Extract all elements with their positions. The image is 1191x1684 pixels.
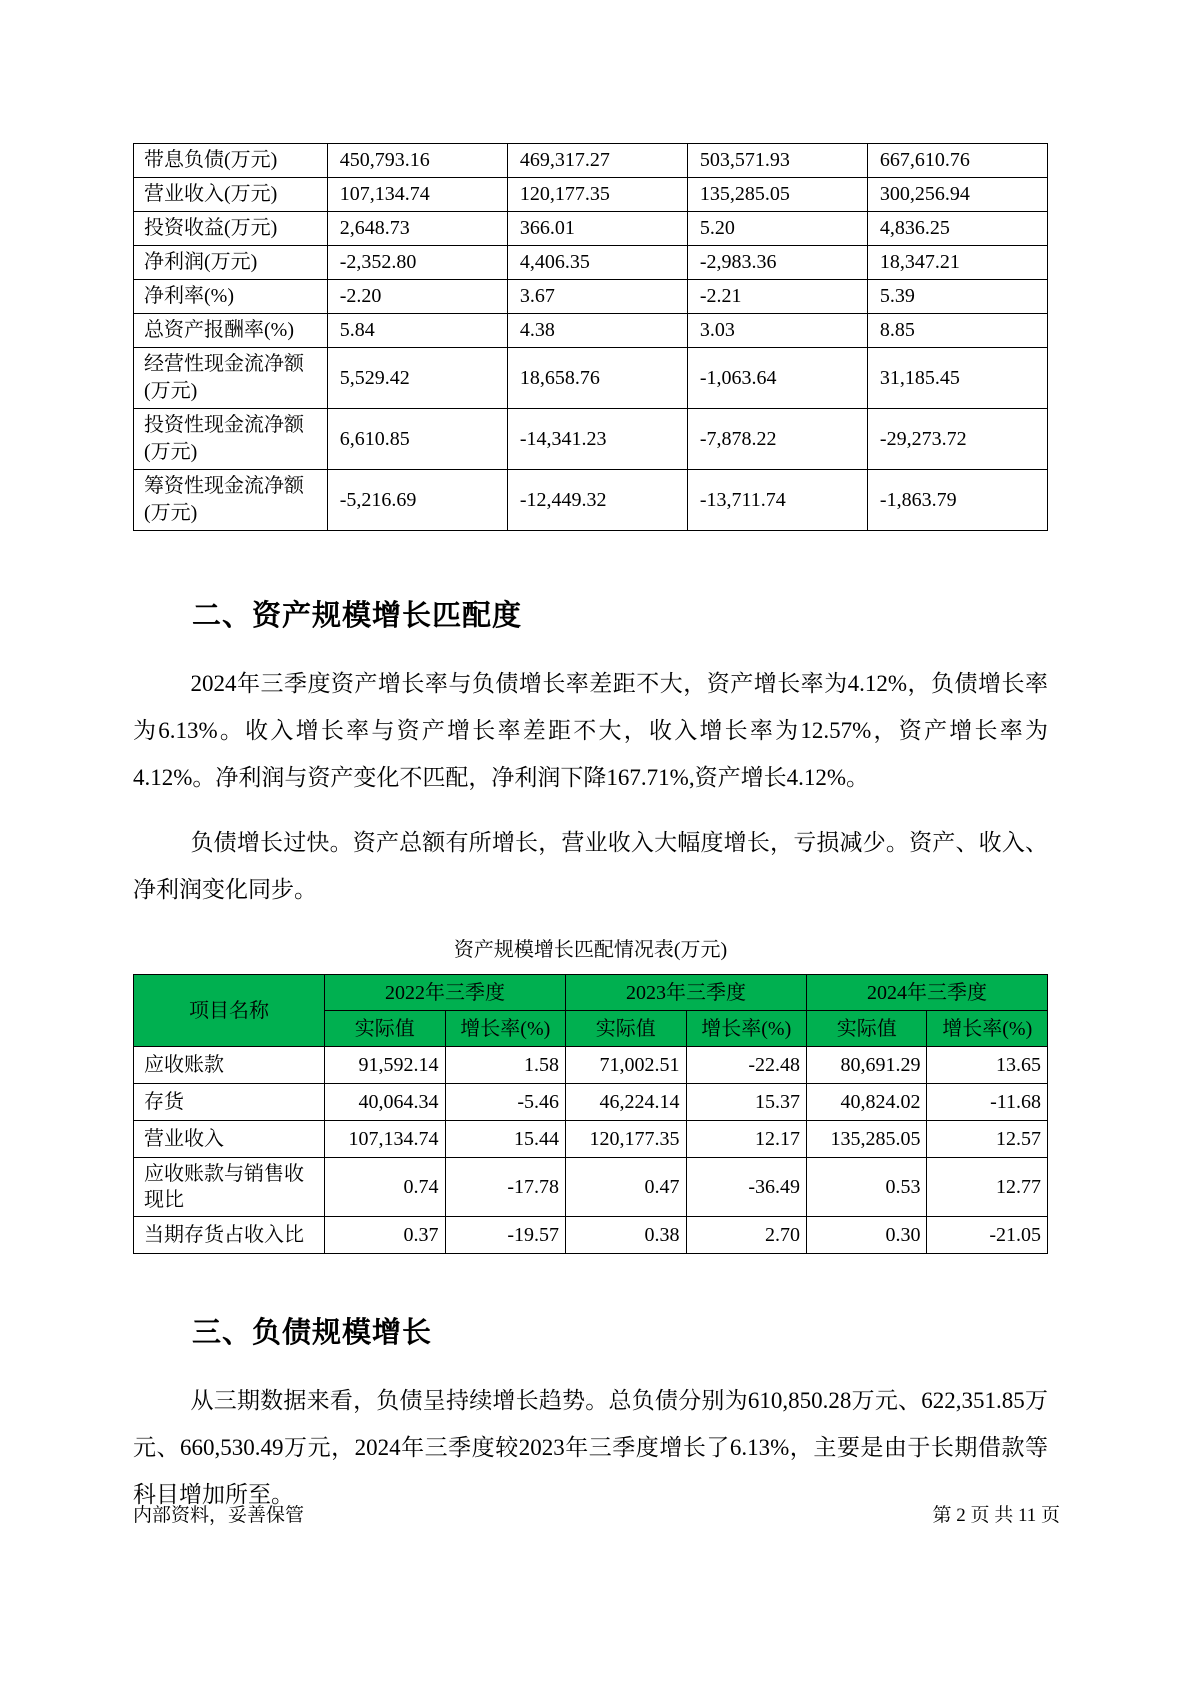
cell-value: -2,983.36 <box>687 246 867 280</box>
cell-value: -36.49 <box>686 1158 806 1217</box>
cell-value: 120,177.35 <box>566 1121 686 1158</box>
column-subheader-growth: 增长率(%) <box>686 1011 806 1047</box>
cell-value: 12.57 <box>927 1121 1048 1158</box>
cell-value: 13.65 <box>927 1047 1048 1084</box>
paragraph-debt-growth: 从三期数据来看，负债呈持续增长趋势。总负债分别为610,850.28万元、622,351.85万元、660,530.49万元，2024年三季度较2023年三季度增长了6.13%，主要是由于长期借款等科目增加所至。 <box>133 1388 1048 1507</box>
cell-value: -21.05 <box>927 1217 1048 1254</box>
column-header-period-2022: 2022年三季度 <box>325 975 566 1011</box>
row-label: 净利润(万元) <box>134 246 328 280</box>
cell-value: -5,216.69 <box>327 470 507 531</box>
asset-growth-matching-table <box>133 974 1048 1254</box>
table-row <box>134 1084 1048 1121</box>
cell-value: 40,064.34 <box>325 1084 445 1121</box>
financial-indicators-table <box>133 143 1048 531</box>
table-row <box>134 144 1048 178</box>
cell-value: -17.78 <box>445 1158 565 1217</box>
cell-value: 0.74 <box>325 1158 445 1217</box>
cell-value: 4,406.35 <box>507 246 687 280</box>
cell-value: 18,347.21 <box>867 246 1047 280</box>
row-label: 经营性现金流净额(万元) <box>134 348 328 409</box>
cell-value: -22.48 <box>686 1047 806 1084</box>
cell-value: 0.30 <box>807 1217 927 1254</box>
footer-confidential-note: 内部资料，妥善保管 <box>133 1505 305 1526</box>
cell-value: 5.20 <box>687 212 867 246</box>
cell-value: 15.37 <box>686 1084 806 1121</box>
row-label: 投资收益(万元) <box>134 212 328 246</box>
cell-value: 40,824.02 <box>807 1084 927 1121</box>
section-heading-debt-growth: 三、负债规模增长 <box>192 1317 433 1349</box>
row-label: 净利率(%) <box>134 280 328 314</box>
table-header-row <box>134 975 1048 1011</box>
cell-value: 80,691.29 <box>807 1047 927 1084</box>
row-label: 当期存货占收入比 <box>134 1217 325 1254</box>
row-label: 带息负债(万元) <box>134 144 328 178</box>
footer-page-number: 第 2 页 共 11 页 <box>932 1505 1060 1526</box>
cell-value: 15.44 <box>445 1121 565 1158</box>
cell-value: -11.68 <box>927 1084 1048 1121</box>
cell-value: 31,185.45 <box>867 348 1047 409</box>
page-footer <box>133 1500 1060 1527</box>
table-row <box>134 212 1048 246</box>
cell-value: 5.39 <box>867 280 1047 314</box>
column-subheader-actual: 实际值 <box>325 1011 445 1047</box>
row-label: 存货 <box>134 1084 325 1121</box>
cell-value: 1.58 <box>445 1047 565 1084</box>
cell-value: 503,571.93 <box>687 144 867 178</box>
cell-value: 4.38 <box>507 314 687 348</box>
cell-value: 667,610.76 <box>867 144 1047 178</box>
row-label: 投资性现金流净额(万元) <box>134 409 328 470</box>
table-row <box>134 280 1048 314</box>
cell-value: -7,878.22 <box>687 409 867 470</box>
cell-value: 0.37 <box>325 1217 445 1254</box>
cell-value: 107,134.74 <box>325 1121 445 1158</box>
cell-value: -19.57 <box>445 1217 565 1254</box>
row-label: 总资产报酬率(%) <box>134 314 328 348</box>
cell-value: 5,529.42 <box>327 348 507 409</box>
cell-value: 366.01 <box>507 212 687 246</box>
cell-value: -1,863.79 <box>867 470 1047 531</box>
cell-value: 46,224.14 <box>566 1084 686 1121</box>
table-row <box>134 246 1048 280</box>
cell-value: 0.53 <box>807 1158 927 1217</box>
cell-value: 12.17 <box>686 1121 806 1158</box>
table-row <box>134 1121 1048 1158</box>
column-header-period-2024: 2024年三季度 <box>807 975 1048 1011</box>
cell-value: 8.85 <box>867 314 1047 348</box>
cell-value: 0.47 <box>566 1158 686 1217</box>
cell-value: 2,648.73 <box>327 212 507 246</box>
cell-value: 18,658.76 <box>507 348 687 409</box>
cell-value: 107,134.74 <box>327 178 507 212</box>
table-row <box>134 1217 1048 1254</box>
cell-value: 300,256.94 <box>867 178 1047 212</box>
column-header-item: 项目名称 <box>134 975 325 1047</box>
cell-value: -1,063.64 <box>687 348 867 409</box>
cell-value: -14,341.23 <box>507 409 687 470</box>
cell-value: 5.84 <box>327 314 507 348</box>
cell-value: 6,610.85 <box>327 409 507 470</box>
paragraph-asset-growth-1: 2024年三季度资产增长率与负债增长率差距不大，资产增长率为4.12%，负债增长率为6.13%。收入增长率与资产增长率差距不大，收入增长率为12.57%，资产增长率为4.12%。净利润与资产变化不匹配，净利润下降167.71%,资产增长4.12%。 <box>133 671 1048 790</box>
cell-value: 135,285.05 <box>807 1121 927 1158</box>
row-label: 应收账款与销售收现比 <box>134 1158 325 1217</box>
table-caption: 资产规模增长匹配情况表(万元) <box>453 939 728 961</box>
cell-value: -5.46 <box>445 1084 565 1121</box>
table-row <box>134 178 1048 212</box>
cell-value: 4,836.25 <box>867 212 1047 246</box>
paragraph-asset-growth-2: 负债增长过快。资产总额有所增长，营业收入大幅度增长，亏损减少。资产、收入、净利润变化同步。 <box>133 830 1048 902</box>
row-label: 应收账款 <box>134 1047 325 1084</box>
cell-value: 0.38 <box>566 1217 686 1254</box>
column-subheader-growth: 增长率(%) <box>927 1011 1048 1047</box>
row-label: 筹资性现金流净额(万元) <box>134 470 328 531</box>
cell-value: 71,002.51 <box>566 1047 686 1084</box>
cell-value: 469,317.27 <box>507 144 687 178</box>
table-row <box>134 1158 1048 1217</box>
cell-value: 2.70 <box>686 1217 806 1254</box>
cell-value: -29,273.72 <box>867 409 1047 470</box>
column-subheader-actual: 实际值 <box>566 1011 686 1047</box>
table-row <box>134 314 1048 348</box>
row-label: 营业收入(万元) <box>134 178 328 212</box>
cell-value: 135,285.05 <box>687 178 867 212</box>
cell-value: 3.67 <box>507 280 687 314</box>
section-heading-asset-growth: 二、资产规模增长匹配度 <box>192 600 523 632</box>
cell-value: -2.20 <box>327 280 507 314</box>
cell-value: 450,793.16 <box>327 144 507 178</box>
cell-value: 91,592.14 <box>325 1047 445 1084</box>
column-subheader-growth: 增长率(%) <box>445 1011 565 1047</box>
table-row <box>134 470 1048 531</box>
page-content <box>133 0 1048 1536</box>
table-row <box>134 1047 1048 1084</box>
cell-value: 12.77 <box>927 1158 1048 1217</box>
cell-value: 3.03 <box>687 314 867 348</box>
cell-value: -13,711.74 <box>687 470 867 531</box>
cell-value: 120,177.35 <box>507 178 687 212</box>
column-header-period-2023: 2023年三季度 <box>566 975 807 1011</box>
column-subheader-actual: 实际值 <box>807 1011 927 1047</box>
table-row <box>134 348 1048 409</box>
cell-value: -12,449.32 <box>507 470 687 531</box>
cell-value: -2,352.80 <box>327 246 507 280</box>
row-label: 营业收入 <box>134 1121 325 1158</box>
table-row <box>134 409 1048 470</box>
cell-value: -2.21 <box>687 280 867 314</box>
